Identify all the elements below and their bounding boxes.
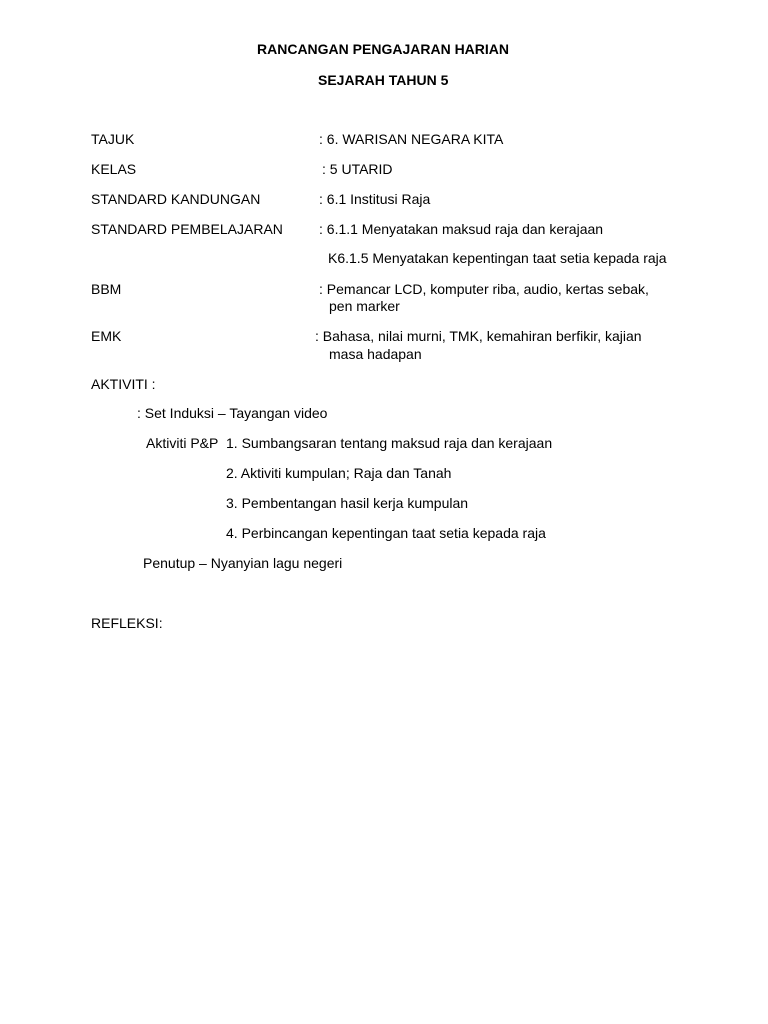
kelas-label: KELAS [91, 161, 137, 177]
document-subtitle: SEJARAH TAHUN 5 [318, 72, 449, 88]
document-title: RANCANGAN PENGAJARAN HARIAN [257, 41, 510, 57]
tajuk-value: : 6. WARISAN NEGARA KITA [319, 131, 504, 147]
aktiviti-pnp-label: Aktiviti P&P [146, 435, 219, 451]
standard-pembelajaran-value-2: K6.1.5 Menyatakan kepentingan taat setia kepada raja [328, 250, 667, 266]
aktiviti-heading: AKTIVITI : [91, 376, 156, 392]
aktiviti-pnp-item: 3. Pembentangan hasil kerja kumpulan [226, 495, 469, 511]
refleksi-heading: REFLEKSI: [91, 615, 163, 631]
emk-label: EMK [91, 328, 122, 344]
kelas-value: : 5 UTARID [322, 161, 393, 177]
tajuk-label: TAJUK [91, 131, 135, 147]
standard-kandungan-label: STANDARD KANDUNGAN [91, 191, 261, 207]
bbm-value-2: pen marker [329, 298, 400, 314]
aktiviti-pnp-item: 1. Sumbangsaran tentang maksud raja dan kerajaan [226, 435, 553, 451]
set-induksi: : Set Induksi – Tayangan video [137, 405, 328, 421]
emk-value-2: masa hadapan [329, 346, 422, 362]
aktiviti-pnp-item: 2. Aktiviti kumpulan; Raja dan Tanah [226, 465, 452, 481]
penutup: Penutup – Nyanyian lagu negeri [143, 555, 343, 571]
standard-pembelajaran-value: : 6.1.1 Menyatakan maksud raja dan kerajaan [319, 221, 604, 237]
bbm-label: BBM [91, 281, 122, 297]
bbm-value: : Pemancar LCD, komputer riba, audio, kertas sebak, [319, 281, 649, 297]
emk-value: : Bahasa, nilai murni, TMK, kemahiran berfikir, kajian [315, 328, 642, 344]
aktiviti-pnp-item: 4. Perbincangan kepentingan taat setia kepada raja [226, 525, 546, 541]
standard-pembelajaran-label: STANDARD PEMBELAJARAN [91, 221, 283, 237]
standard-kandungan-value: : 6.1 Institusi Raja [319, 191, 431, 207]
